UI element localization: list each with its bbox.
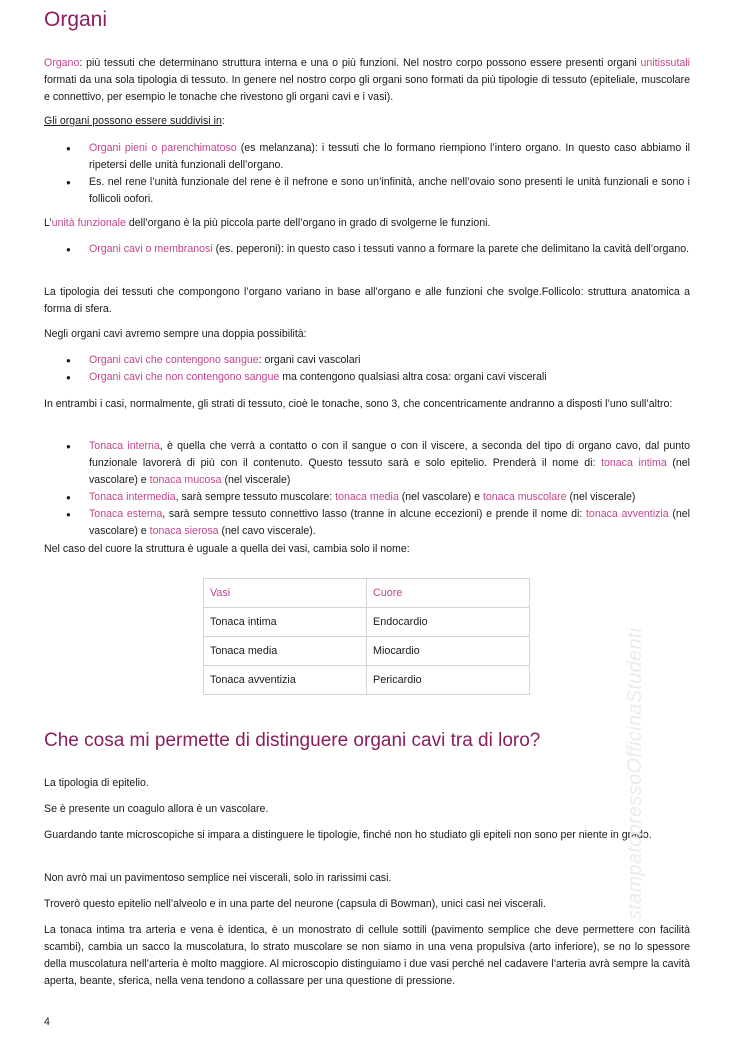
term-organo: Organo [44, 57, 80, 69]
list-item: ● Es. nel rene l’unità funzionale del rene è il nefrone e sono un’infinità, anche nell’ovaio sono presenti le unità funzionali e sono i follicoli oofori. [44, 174, 690, 208]
entrambi-paragraph: In entrambi i casi, normalmente, gli strati di tessuto, cioè le tonache, sono 3, che concentricamente andranno a disposti l’uno sull’altro: [44, 398, 673, 410]
page-title: Organi [44, 8, 108, 31]
paragraph: Non avrò mai un pavimentoso semplice nei viscerali, solo in rarissimi casi. [44, 872, 392, 884]
paragraph: Guardando tante microscopiche si impara a distinguere le tipologie, finché non ho studiato gli epiteli non sono per niente in grado. [44, 829, 652, 841]
paragraph: Se è presente un coagulo allora è un vascolare. [44, 803, 269, 815]
organ-types-list [44, 140, 690, 208]
term-unitissutali: unitissutali [640, 57, 690, 69]
table-cell: Miocardio [367, 637, 530, 666]
table-row [204, 608, 530, 637]
hollow-organs-list [44, 241, 690, 258]
table-cell: Tonaca intima [204, 608, 367, 637]
subdivision-heading: Gli organi possono essere suddivisi in: [44, 115, 225, 127]
list-item: ● Organi cavi che non contengono sangue ma contengono qualsiasi altra cosa: organi cavi viscerali [44, 369, 690, 386]
table-row [204, 637, 530, 666]
hollow-types-list [44, 352, 690, 386]
table-header: Cuore [367, 579, 530, 608]
table-cell: Tonaca avventizia [204, 666, 367, 695]
table-row [204, 666, 530, 695]
negli-paragraph: Negli organi cavi avremo sempre una doppia possibilità: [44, 328, 307, 340]
intro-paragraph: Organo: più tessuti che determinano struttura interna e una o più funzioni. Nel nostro corpo possono essere presenti organi unitissutali formati da una sola tipologia di tessuto. In genere nel nostro corpo gli organi sono formati da più tipologie di tessuto (epiteliale, muscolare e connettivo, per esempio le tonache che rivestono gli organi cavi e i vasi). [44, 57, 690, 103]
vasi-cuore-table [203, 578, 530, 695]
paragraph: La tipologia di epitelio. [44, 777, 149, 789]
cuore-paragraph: Nel caso del cuore la struttura è uguale a quella dei vasi, cambia solo il nome: [44, 543, 410, 555]
paragraph: La tonaca intima tra arteria e vena è identica, è un monostrato di cellule sottili (pavimento semplice che deve permettere con facilità scambi), cambia un sacco la muscolatura, lo strato muscolare se non siamo in una vena propulsiva (arto inferiore), se no lo spessore della muscolatura nell’arteria è molto maggiore. Al microscopio distinguiamo i due vasi perché nel cadavere l’arteria avrà sempre la cavità aperta, beante, sferica, nella vena tendono a collassare per una questione di pressione. [44, 924, 690, 987]
table-header-row [204, 579, 530, 608]
section-heading: Che cosa mi permette di distinguere organi cavi tra di loro? [44, 730, 541, 751]
list-item: ● Tonaca interna, è quella che verrà a contatto o con il sangue o con il viscere, a seconda del tipo di organo cavo, dal punto funzionale lavorerà di più con il contenuto. Questo tessuto sarà e solo epitelio. Prenderà il nome di: tonaca intima (nel vascolare) e tonaca mucosa (nel viscerale) [44, 438, 690, 489]
tipologia-paragraph: La tipologia dei tessuti che compongono l’organo variano in base all’organo e alle funzioni che svolge.Follicolo: struttura anatomica a forma di sfera. [44, 286, 690, 315]
page-number: 4 [44, 1016, 50, 1028]
list-item: ● Tonaca esterna, sarà sempre tessuto connettivo lasso (tranne in alcune eccezioni) e prende il nome di: tonaca avventizia (nel vascolare) e tonaca sierosa (nel cavo viscerale). [44, 506, 690, 540]
list-item: ● Tonaca intermedia, sarà sempre tessuto muscolare: tonaca media (nel vascolare) e tonaca muscolare (nel viscerale) [44, 489, 690, 506]
watermark: stampatopressoOfficinaStudenti [624, 627, 646, 920]
table-cell: Pericardio [367, 666, 530, 695]
list-item: ● Organi pieni o parenchimatoso (es melanzana): i tessuti che lo formano riempiono l’intero organo. In questo caso abbiamo il ripetersi delle unità funzionali dell’organo. [44, 140, 690, 174]
table-cell: Tonaca media [204, 637, 367, 666]
list-item: ● Organi cavi o membranosi (es. peperoni): in questo caso i tessuti vanno a formare la parete che delimitano la cavità dell’organo. [44, 241, 690, 258]
paragraph: Troverò questo epitelio nell’alveolo e in una parte del neurone (capsula di Bowman), unici casi nei viscerali. [44, 898, 546, 910]
tonache-list [44, 438, 690, 540]
unita-paragraph: L’unità funzionale dell’organo è la più piccola parte dell’organo in grado di svolgerne le funzioni. [44, 217, 491, 229]
list-item: ● Organi cavi che contengono sangue: organi cavi vascolari [44, 352, 690, 369]
table-cell: Endocardio [367, 608, 530, 637]
table-header: Vasi [204, 579, 367, 608]
